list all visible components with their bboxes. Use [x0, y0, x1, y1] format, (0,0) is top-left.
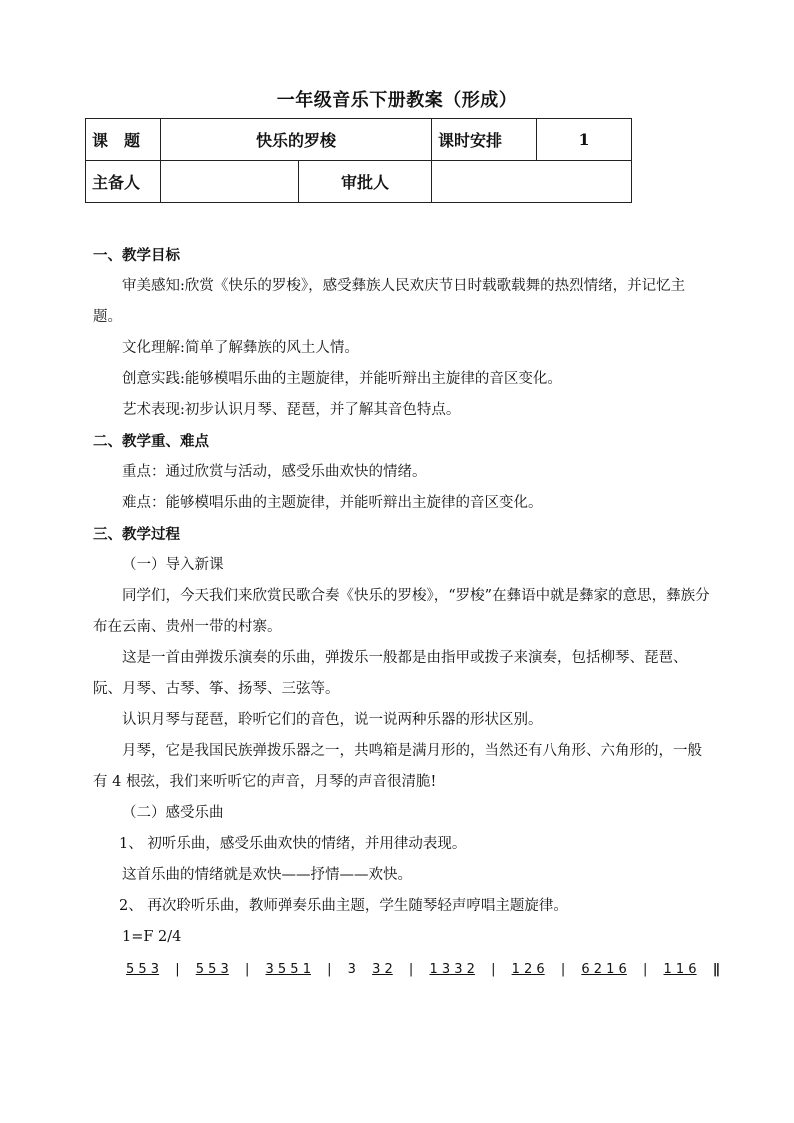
key-signature: 1=F 2/4 — [122, 929, 182, 945]
score-measure: 3 — [347, 962, 356, 977]
score-barline: | — [491, 962, 496, 977]
score-barline: | — [244, 962, 250, 977]
paragraph: 认识月琴与琵琶，聆听它们的音色，说一说两种乐器的形状区别。 — [122, 712, 543, 728]
score-barline: | — [175, 962, 180, 977]
topic-value: 快乐的罗梭 — [161, 119, 432, 161]
score-measure: 6 2 1 6 — [581, 962, 627, 977]
section-heading: 一、教学目标 — [93, 247, 180, 264]
preparer-value — [161, 161, 299, 203]
paragraph: 创意实践:能够模唱乐曲的主题旋律，并能听辩出主旋律的音区变化。 — [122, 371, 562, 387]
paragraph: 艺术表现:初步认识月琴、琵琶，并了解其音色特点。 — [122, 402, 461, 418]
preparer-label: 主备人 — [86, 161, 161, 203]
score-end-barline: || — [712, 962, 719, 977]
score-measure: 5 5 3 — [195, 962, 229, 977]
paragraph: 重点：通过欣赏与活动，感受乐曲欢快的情绪。 — [122, 464, 427, 480]
schedule-label: 课时安排 — [432, 119, 537, 161]
paragraph: 文化理解:简单了解彝族的风土人情。 — [122, 340, 359, 356]
subsection-heading: （一）导入新课 — [122, 557, 224, 573]
document-title: 一年级音乐下册教案（形成） — [276, 90, 518, 111]
score-measure: 1 3 3 2 — [429, 962, 475, 977]
paragraph: 审美感知:欣赏《快乐的罗梭》，感受彝族人民欢庆节日时载歌载舞的热烈情绪，并记忆主题。 — [93, 278, 686, 325]
score-barline: | — [327, 962, 332, 977]
score-barline: | — [560, 962, 566, 977]
paragraph: 1、 初听乐曲，感受乐曲欢快的情绪，并用律动表现。 — [119, 836, 467, 852]
score-measure: 3 5 5 1 — [265, 962, 311, 977]
score-measure: 1 2 6 — [511, 962, 545, 977]
lesson-info-table — [85, 118, 632, 203]
score-measure: 1 1 6 — [663, 962, 697, 977]
subsection-heading: （二）感受乐曲 — [122, 805, 224, 821]
paragraph: 2、 再次聆听乐曲，教师弹奏乐曲主题，学生随琴轻声哼唱主题旋律。 — [119, 898, 568, 914]
schedule-value: 1 — [537, 119, 632, 161]
score-measure: 3 2 — [372, 962, 393, 977]
paragraph: 这是一首由弹拨乐演奏的乐曲，弹拨乐一般都是由指甲或拨子来演奏，包括柳琴、琵琶、阮、月琴、古琴、筝、扬琴、三弦等。 — [93, 650, 688, 697]
approver-label: 审批人 — [299, 161, 432, 203]
paragraph: 这首乐曲的情绪就是欢快——抒情——欢快。 — [122, 867, 412, 883]
approver-value — [432, 161, 632, 203]
score-barline: | — [642, 962, 648, 977]
section-heading: 三、教学过程 — [93, 526, 180, 543]
score-measure: 5 5 3 — [126, 962, 160, 977]
jianpu-score — [126, 962, 718, 977]
topic-label: 课 题 — [86, 119, 161, 161]
section-heading: 二、教学重、难点 — [93, 433, 209, 450]
lesson-info-row-1 — [86, 119, 632, 161]
paragraph: 难点：能够模唱乐曲的主题旋律，并能听辩出主旋律的音区变化。 — [122, 495, 543, 511]
paragraph: 同学们，今天我们来欣赏民歌合奏《快乐的罗梭》，“罗梭”在彝语中就是彝家的意思，彝族分布在云南、贵州一带的村寨。 — [93, 588, 710, 635]
paragraph: 月琴，它是我国民族弹拨乐器之一，共鸣箱是满月形的，当然还有八角形、六角形的，一般有 4 根弦，我们来听听它的声音，月琴的声音很清脆! — [93, 743, 702, 790]
score-barline: | — [408, 962, 414, 977]
lesson-content — [93, 240, 713, 953]
lesson-info-row-2 — [86, 161, 632, 203]
